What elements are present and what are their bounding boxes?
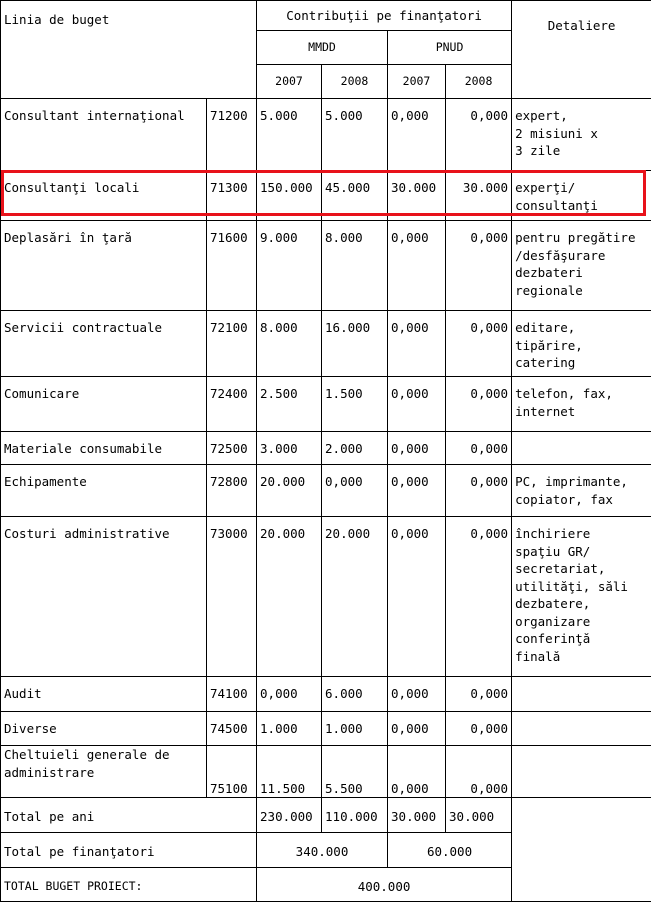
details-text (512, 746, 651, 798)
pnud-2008-value: 0,000 (446, 99, 512, 171)
details-text: închiriere spaţiu GR/ secretariat, utilităţi, săli dezbatere, organizare conferinţă finală (512, 517, 651, 677)
budget-line-code: 75100 (207, 746, 257, 798)
pnud-2008-value: 0,000 (446, 377, 512, 432)
pnud-2007-value: 0,000 (388, 712, 446, 746)
mmdd-2007-value: 150.000 (257, 171, 322, 221)
mmdd-2008-value: 2.000 (322, 432, 388, 465)
budget-row (1, 465, 651, 517)
budget-line-name: Materiale consumabile (1, 432, 207, 465)
total-per-year-value: 30.000 (446, 798, 512, 833)
pnud-2007-value: 0,000 (388, 221, 446, 311)
header-details: Detaliere (512, 1, 651, 99)
pnud-2008-value: 0,000 (446, 517, 512, 677)
details-text: expert, 2 misiuni x 3 zile (512, 99, 651, 171)
mmdd-2007-value: 9.000 (257, 221, 322, 311)
mmdd-2007-value: 11.500 (257, 746, 322, 798)
mmdd-2007-value: 1.000 (257, 712, 322, 746)
pnud-2008-value: 0,000 (446, 465, 512, 517)
budget-line-name: Consultant internaţional (1, 99, 207, 171)
budget-line-code: 74100 (207, 677, 257, 712)
pnud-2007-value: 0,000 (388, 311, 446, 377)
budget-line-name: Echipamente (1, 465, 207, 517)
mmdd-2008-value: 45.000 (322, 171, 388, 221)
header-contributions: Contribuţii pe finanţatori (257, 1, 512, 31)
budget-line-name: Diverse (1, 712, 207, 746)
mmdd-2008-value: 5.500 (322, 746, 388, 798)
header-year: 2007 (257, 65, 322, 99)
pnud-2007-value: 0,000 (388, 746, 446, 798)
budget-row (1, 377, 651, 432)
details-text (512, 432, 651, 465)
pnud-2008-value: 0,000 (446, 677, 512, 712)
total-project-value: 400.000 (257, 868, 512, 902)
total-per-year-label: Total pe ani (1, 798, 257, 833)
total-per-year-value: 230.000 (257, 798, 322, 833)
mmdd-2007-value: 8.000 (257, 311, 322, 377)
mmdd-2007-value: 20.000 (257, 517, 322, 677)
pnud-2007-value: 30.000 (388, 171, 446, 221)
mmdd-2008-value: 8.000 (322, 221, 388, 311)
budget-line-name: Servicii contractuale (1, 311, 207, 377)
budget-row (1, 311, 651, 377)
pnud-2008-value: 0,000 (446, 712, 512, 746)
total-mmdd-value: 340.000 (257, 833, 388, 868)
pnud-2007-value: 0,000 (388, 517, 446, 677)
total-per-year-value: 30.000 (388, 798, 446, 833)
total-project-label: TOTAL BUGET PROIECT: (1, 868, 257, 902)
total-per-year-row (1, 798, 651, 833)
total-per-funder-label: Total pe finanţatori (1, 833, 257, 868)
mmdd-2007-value: 20.000 (257, 465, 322, 517)
budget-rows (1, 99, 651, 798)
mmdd-2008-value: 16.000 (322, 311, 388, 377)
budget-line-code: 71300 (207, 171, 257, 221)
pnud-2008-value: 0,000 (446, 221, 512, 311)
budget-line-code: 73000 (207, 517, 257, 677)
pnud-2007-value: 0,000 (388, 677, 446, 712)
mmdd-2008-value: 6.000 (322, 677, 388, 712)
mmdd-2008-value: 1.000 (322, 712, 388, 746)
header-year: 2008 (322, 65, 388, 99)
mmdd-2007-value: 2.500 (257, 377, 322, 432)
mmdd-2008-value: 1.500 (322, 377, 388, 432)
details-text: editare, tipărire, catering (512, 311, 651, 377)
header-year: 2007 (388, 65, 446, 99)
budget-line-code: 71200 (207, 99, 257, 171)
mmdd-2007-value: 5.000 (257, 99, 322, 171)
budget-row (1, 677, 651, 712)
pnud-2007-value: 0,000 (388, 432, 446, 465)
mmdd-2008-value: 0,000 (322, 465, 388, 517)
budget-line-name: Comunicare (1, 377, 207, 432)
details-text: PC, imprimante, copiator, fax (512, 465, 651, 517)
budget-line-name: Cheltuieli generale de administrare (1, 746, 207, 798)
mmdd-2007-value: 3.000 (257, 432, 322, 465)
pnud-2008-value: 30.000 (446, 171, 512, 221)
budget-row (1, 171, 651, 221)
mmdd-2007-value: 0,000 (257, 677, 322, 712)
header-budget-line: Linia de buget (1, 1, 257, 99)
details-text (512, 677, 651, 712)
header-mmdd: MMDD (257, 31, 388, 65)
header-pnud: PNUD (388, 31, 512, 65)
budget-line-code: 72100 (207, 311, 257, 377)
empty-cell (512, 798, 651, 902)
total-per-year-value: 110.000 (322, 798, 388, 833)
details-text (512, 712, 651, 746)
budget-row (1, 432, 651, 465)
budget-line-code: 72800 (207, 465, 257, 517)
budget-line-code: 74500 (207, 712, 257, 746)
details-text: telefon, fax, internet (512, 377, 651, 432)
budget-line-name: Consultanţi locali (1, 171, 207, 221)
budget-row (1, 712, 651, 746)
details-text: pentru pregătire /desfăşurare dezbateri regionale (512, 221, 651, 311)
pnud-2008-value: 0,000 (446, 746, 512, 798)
pnud-2007-value: 0,000 (388, 99, 446, 171)
budget-line-name: Costuri administrative (1, 517, 207, 677)
mmdd-2008-value: 20.000 (322, 517, 388, 677)
budget-line-name: Audit (1, 677, 207, 712)
pnud-2007-value: 0,000 (388, 465, 446, 517)
header-year: 2008 (446, 65, 512, 99)
pnud-2007-value: 0,000 (388, 377, 446, 432)
budget-row (1, 746, 651, 798)
budget-row (1, 517, 651, 677)
budget-line-code: 72400 (207, 377, 257, 432)
budget-line-code: 72500 (207, 432, 257, 465)
budget-line-name: Deplasări în ţară (1, 221, 207, 311)
budget-row (1, 221, 651, 311)
budget-row (1, 99, 651, 171)
pnud-2008-value: 0,000 (446, 311, 512, 377)
total-pnud-value: 60.000 (388, 833, 512, 868)
pnud-2008-value: 0,000 (446, 432, 512, 465)
mmdd-2008-value: 5.000 (322, 99, 388, 171)
budget-line-code: 71600 (207, 221, 257, 311)
details-text: experţi/ consultanţi (512, 171, 651, 221)
